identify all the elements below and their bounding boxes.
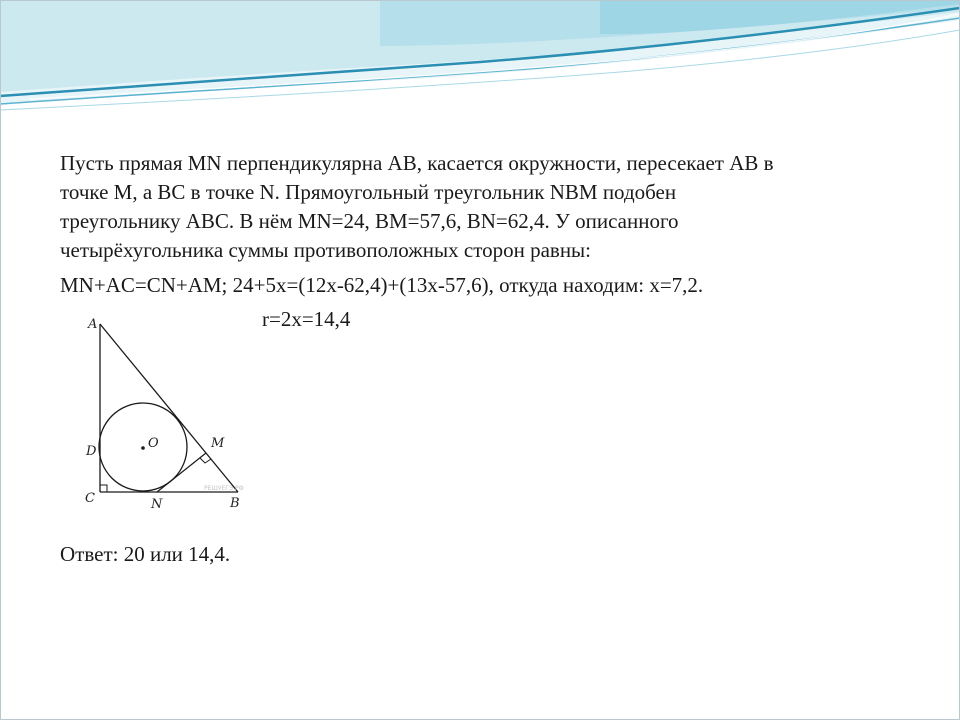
label-c: C bbox=[85, 491, 95, 506]
solution-line-1: Пусть прямая MN перпендикулярна AB, касается окружности, пересекает AB в bbox=[60, 151, 774, 175]
geometry-diagram bbox=[78, 310, 258, 520]
watermark: РЕШУЕГЭ.РФ bbox=[204, 485, 244, 492]
center-point-o bbox=[141, 446, 145, 450]
solution-line-2: точке M, а BC в точке N. Прямоугольный треугольник NBM подобен bbox=[60, 180, 677, 204]
answer-line: Ответ: 20 или 14,4. bbox=[60, 542, 231, 566]
solution-line-4: четырёхугольника суммы противоположных сторон равны: bbox=[60, 238, 591, 262]
solution-line-3: треугольнику ABC. В нём MN=24, BM=57,6, BN=62,4. У описанного bbox=[60, 209, 679, 233]
label-a: A bbox=[88, 317, 98, 332]
equation-line: MN+AC=CN+AM; 24+5x=(12x-62,4)+(13x-57,6), откуда находим: x=7,2. bbox=[60, 273, 704, 297]
radius-result: r=2x=14,4 bbox=[262, 307, 351, 331]
label-m: M bbox=[211, 436, 225, 451]
header-wave-decoration bbox=[0, 0, 960, 120]
label-b: B bbox=[230, 496, 240, 511]
label-d: D bbox=[86, 444, 97, 459]
label-n: N bbox=[151, 497, 163, 512]
label-o: O bbox=[148, 436, 159, 451]
